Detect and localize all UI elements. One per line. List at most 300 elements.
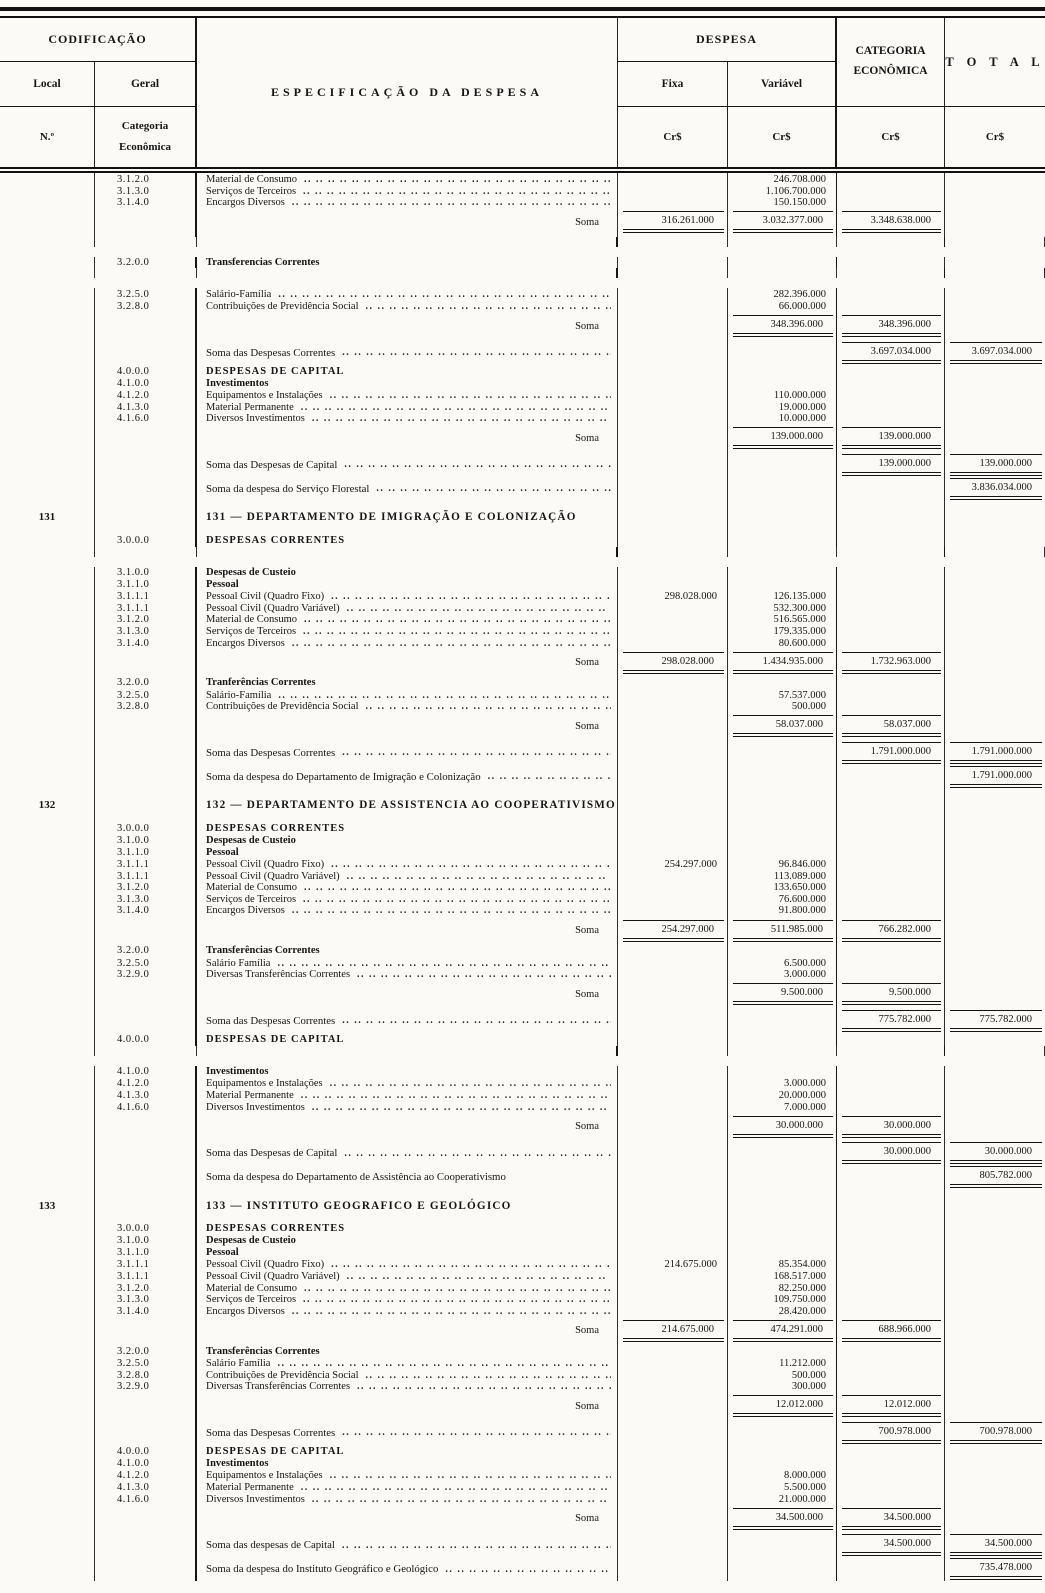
categoria-value-cell: [837, 1504, 945, 1533]
budget-code: 3.1.4.0: [95, 196, 197, 209]
local-number: 131: [0, 501, 95, 534]
leader-dots: [342, 1427, 611, 1438]
header-cat-line2: Econômica: [119, 141, 171, 153]
total-value-cell: [0, 1056, 95, 1066]
leader-dots: [376, 483, 611, 494]
variavel-value: 474.291.000: [733, 1320, 833, 1342]
variavel-value-cell: [728, 208, 837, 237]
total-value-cell: [945, 1421, 1045, 1445]
total-value-cell: [945, 846, 1045, 858]
variavel-value-cell: [728, 1066, 837, 1078]
table-row: [0, 822, 1045, 835]
local-number: [0, 1235, 95, 1247]
fixa-value-cell: [618, 1392, 728, 1421]
expense-specification: [197, 534, 618, 547]
variavel-value-cell: [728, 916, 837, 945]
expense-label: Pessoal: [206, 578, 239, 590]
variavel-value-cell: [728, 1458, 837, 1470]
variavel-value: 246.708.000: [773, 174, 826, 185]
budget-code: 3.2.5.0: [95, 1357, 197, 1370]
leader-dots: [347, 603, 611, 614]
budget-code: 3.1.1.0: [95, 579, 197, 591]
leader-dots: [301, 1482, 611, 1493]
categoria-value-cell: [837, 1165, 945, 1189]
table-row: [0, 401, 1045, 413]
budget-code: [95, 789, 197, 822]
total-value-cell: [945, 1392, 1045, 1421]
variavel-value-cell: [728, 1504, 837, 1533]
soma-label: Soma: [575, 720, 599, 732]
fixa-value-cell: [618, 945, 728, 957]
expense-label: Diversos Investimentos: [206, 413, 305, 425]
expense-label: Equipamentos e Instalações: [206, 390, 323, 402]
budget-code: 3.2.5.0: [95, 288, 197, 301]
categoria-value: 30.000.000: [842, 1142, 941, 1164]
fixa-value-cell: [618, 1033, 728, 1046]
budget-code: 3.1.2.0: [95, 173, 197, 186]
fixa-value-cell: [618, 741, 728, 765]
total-value-cell: [945, 765, 1045, 789]
expense-label: Salário Família: [206, 957, 271, 969]
table-row: [0, 765, 1045, 789]
table-row: [0, 1293, 1045, 1305]
local-number: [0, 765, 95, 789]
total-value: 1.791.000.000: [950, 766, 1042, 788]
leader-dots: [331, 591, 611, 602]
categoria-value: 30.000.000: [842, 1116, 941, 1138]
categoria-value-cell: [837, 477, 945, 501]
expense-specification: [197, 789, 618, 822]
header-geral: Geral: [95, 62, 197, 107]
expense-label: Pessoal Civil (Quadro Variável): [206, 870, 340, 882]
total-value-cell: [945, 677, 1045, 689]
total-value-cell: [945, 1533, 1045, 1557]
variavel-value: 500.000: [791, 1369, 826, 1381]
variavel-value-cell: [728, 1345, 837, 1357]
categoria-value: 1.791.000.000: [842, 742, 941, 764]
expense-label: Soma das Despesas Correntes: [206, 346, 336, 359]
categoria-value-cell: [837, 312, 945, 341]
header-currency-variavel: Cr$: [728, 107, 837, 167]
header-cat-line1: Categoria: [121, 120, 169, 133]
total-value-cell: [945, 1222, 1045, 1235]
categoria-value-cell: [837, 1533, 945, 1557]
fixa-value-cell: [618, 1445, 728, 1458]
leader-dots: [304, 1283, 611, 1294]
fixa-value-cell: [728, 268, 837, 278]
expense-specification: [197, 378, 618, 390]
total-value-cell: [945, 579, 1045, 591]
variavel-value: 282.396.000: [773, 289, 826, 301]
categoria-value: 139.000.000: [842, 454, 941, 476]
variavel-value-cell: [837, 547, 945, 557]
local-number: [0, 741, 95, 765]
variavel-value: 66.000.000: [778, 300, 826, 312]
expense-label: Investimentos: [206, 1066, 269, 1078]
expense-specification: [197, 648, 618, 677]
expense-label: Investimentos: [206, 377, 269, 389]
variavel-value-cell: [728, 312, 837, 341]
categoria-value: 9.500.000: [842, 983, 941, 1005]
local-number: [0, 1557, 95, 1581]
expense-label: Diversas Transferências Correntes: [206, 969, 351, 981]
leader-dots: [342, 347, 611, 358]
table-row: [0, 881, 1045, 893]
budget-code: [95, 424, 197, 453]
expense-label: Contribuições de Previdência Social: [206, 701, 359, 713]
soma-label: Soma: [575, 1400, 599, 1412]
fixa-value-cell: [618, 365, 728, 378]
local-number: [95, 268, 197, 278]
header-currency-total: Cr$: [985, 131, 1005, 143]
total-value-cell: [0, 557, 95, 567]
table-row: [0, 300, 1045, 312]
table-row: [0, 1009, 1045, 1033]
variavel-value: 8.000.000: [784, 1470, 826, 1482]
total-value: 1.791.000.000: [950, 742, 1042, 764]
leader-dots: [304, 882, 611, 893]
budget-code: [197, 1046, 618, 1056]
table-row: [0, 378, 1045, 390]
expense-specification: [197, 1557, 618, 1581]
expense-specification: [197, 916, 618, 945]
table-row: [0, 712, 1045, 741]
total-value-cell: [945, 341, 1045, 365]
variavel-value-cell: [728, 765, 837, 789]
budget-code: [95, 1421, 197, 1445]
expense-label: Pessoal Civil (Quadro Variável): [206, 1270, 340, 1282]
variavel-value-cell: [728, 1316, 837, 1345]
expense-specification: [197, 341, 618, 365]
fixa-value-cell: [618, 477, 728, 501]
variavel-value-cell: [837, 237, 945, 247]
budget-code: [95, 1112, 197, 1141]
expense-label: Material de Consumo: [206, 882, 297, 894]
fixa-value-cell: [618, 822, 728, 835]
expense-specification: [197, 677, 618, 689]
local-number: [0, 1066, 95, 1078]
table-row: [0, 904, 1045, 916]
categoria-value: 3.697.034.000: [842, 342, 941, 364]
local-number: [95, 547, 197, 557]
variavel-value-cell: [728, 579, 837, 591]
local-cell: [0, 547, 95, 557]
variavel-value-cell: [728, 534, 837, 547]
table-row: [0, 1235, 1045, 1247]
fixa-value-cell: [728, 1046, 837, 1056]
expense-label: Material de Consumo: [206, 614, 297, 626]
local-number: [0, 208, 95, 237]
total-value-cell: [945, 980, 1045, 1009]
fixa-value-cell: [618, 501, 728, 534]
budget-code: 4.0.0.0: [95, 365, 197, 378]
variavel-value: 1.434.935.000: [733, 652, 833, 674]
fixa-value-cell: [618, 257, 728, 269]
table-row: [0, 477, 1045, 501]
expense-label: Salário Família: [206, 1357, 271, 1369]
expense-label: Transferencias Correntes: [206, 257, 320, 269]
expense-label: Serviços de Terceiros: [206, 625, 297, 637]
local-number: 132: [0, 789, 95, 822]
section-heading: 132 — DEPARTAMENTO DE ASSISTENCIA AO COOPERATIVISMO: [206, 799, 616, 812]
budget-code: [197, 547, 618, 557]
leader-dots: [344, 459, 611, 470]
fixa-value: 298.028.000: [664, 591, 717, 603]
fixa-value-cell: [618, 312, 728, 341]
fixa-value-cell: [618, 789, 728, 822]
header-local: Local: [0, 62, 95, 107]
budget-code: 3.1.2.0: [95, 613, 197, 626]
expense-specification: [197, 1316, 618, 1345]
budget-code: 3.2.0.0: [95, 257, 197, 269]
categoria-value: 700.978.000: [842, 1422, 941, 1444]
table-row: [0, 648, 1045, 677]
total-value-cell: [945, 1033, 1045, 1046]
categoria-value: 348.396.000: [842, 315, 941, 337]
variavel-value-cell: [728, 712, 837, 741]
budget-code: [95, 477, 197, 501]
local-number: [0, 257, 95, 269]
expense-label: Encargos Diversos: [206, 1305, 285, 1317]
local-number: [95, 1046, 197, 1056]
leader-dots: [366, 701, 611, 712]
variavel-value-cell: [728, 1141, 837, 1165]
categoria-value-cell: [837, 916, 945, 945]
expense-label: DESPESAS DE CAPITAL: [206, 365, 345, 377]
expense-label: Diversos Investimentos: [206, 1493, 305, 1505]
variavel-value: 80.600.000: [778, 637, 826, 649]
expense-specification: [197, 835, 618, 847]
variavel-value: 34.500.000: [733, 1508, 833, 1530]
total-value: 34.500.000: [950, 1534, 1042, 1556]
budget-code: [95, 1557, 197, 1581]
expense-label: Material de Consumo: [206, 174, 297, 185]
table-row: [0, 288, 1045, 300]
variavel-value: 57.537.000: [778, 689, 826, 701]
leader-dots: [331, 859, 611, 870]
variavel-value-cell: [728, 1009, 837, 1033]
variavel-value-cell: [728, 835, 837, 847]
header-categoria-line2: ECONÔMICA: [853, 65, 928, 77]
fixa-value-cell: [618, 579, 728, 591]
budget-code: 4.1.6.0: [95, 1493, 197, 1506]
expense-specification: [197, 1421, 618, 1445]
total-value-cell: [945, 648, 1045, 677]
expense-label: Material Permanente: [206, 401, 294, 413]
fixa-value-cell: [728, 547, 837, 557]
budget-code: 3.1.1.1: [95, 1258, 197, 1271]
budget-code: 3.2.5.0: [95, 957, 197, 970]
table-row: [0, 453, 1045, 477]
budget-code: 3.2.0.0: [95, 945, 197, 957]
soma-label: Soma: [575, 1513, 599, 1525]
total-value-cell: [0, 278, 95, 288]
table-row: [0, 1421, 1045, 1445]
budget-code: 3.1.1.1: [95, 590, 197, 603]
fixa-value-cell: [618, 1235, 728, 1247]
categoria-value-cell: [837, 567, 945, 579]
budget-code: 4.1.6.0: [95, 412, 197, 425]
fixa-value-cell: [728, 237, 837, 247]
variavel-value-cell: [728, 648, 837, 677]
leader-dots: [330, 1078, 611, 1089]
budget-code: 3.1.4.0: [95, 904, 197, 917]
budget-code: 3.1.2.0: [95, 1282, 197, 1295]
local-number: [0, 1112, 95, 1141]
expense-specification: [197, 822, 618, 835]
fixa-value-cell: [618, 453, 728, 477]
categoria-value-cell: [837, 1189, 945, 1222]
table-row: [0, 741, 1045, 765]
fixa-value-cell: [618, 378, 728, 390]
variavel-value-cell: [728, 980, 837, 1009]
leader-dots: [366, 1370, 611, 1381]
expense-specification: [197, 579, 618, 591]
budget-code: 3.1.2.0: [95, 881, 197, 894]
categoria-value-cell: [837, 501, 945, 534]
variavel-value-cell: [728, 1533, 837, 1557]
total-value: 139.000.000: [950, 454, 1042, 476]
local-number: [95, 237, 197, 247]
fixa-value-cell: [618, 765, 728, 789]
table-row: [0, 1533, 1045, 1557]
total-value-cell: [945, 208, 1045, 237]
header-fixa: Fixa: [618, 62, 728, 107]
local-number: [0, 1504, 95, 1533]
fixa-value-cell: [618, 1504, 728, 1533]
budget-code: [95, 501, 197, 534]
total-value-cell: [945, 789, 1045, 822]
expense-label: Soma da despesa do Instituto Geográfico e Geológico: [206, 1563, 439, 1576]
total-value-cell: [945, 822, 1045, 835]
variavel-value: 9.500.000: [733, 983, 833, 1005]
fixa-value-cell: [618, 341, 728, 365]
budget-code: [95, 1189, 197, 1222]
header-despesa: DESPESA: [618, 18, 837, 62]
leader-dots: [303, 894, 611, 905]
local-number: [0, 1345, 95, 1357]
fixa-value-cell: [618, 534, 728, 547]
expense-specification: [197, 1533, 618, 1557]
leader-dots: [331, 1259, 611, 1270]
total-value-cell: [945, 1066, 1045, 1078]
local-cell: [0, 1046, 95, 1056]
variavel-value: 82.250.000: [778, 1282, 826, 1294]
leader-dots: [301, 402, 611, 413]
budget-code: 3.0.0.0: [95, 534, 197, 547]
variavel-value: 30.000.000: [733, 1116, 833, 1138]
expense-label: Despesas de Custeio: [206, 1235, 296, 1247]
expense-label: DESPESAS DE CAPITAL: [206, 1033, 345, 1045]
leader-dots: [303, 626, 611, 637]
total-value: 3.697.034.000: [950, 342, 1042, 364]
categoria-value-cell: [837, 677, 945, 689]
variavel-value: 12.012.000: [733, 1395, 833, 1417]
variavel-value-cell: [728, 1247, 837, 1259]
header-currency-categoria: Cr$: [837, 107, 945, 167]
variavel-value-cell: [728, 453, 837, 477]
table-row: [0, 579, 1045, 591]
categoria-value-cell: [945, 547, 1045, 557]
expense-specification: [197, 741, 618, 765]
expense-specification: [197, 1009, 618, 1033]
expense-specification: [197, 1066, 618, 1078]
categoria-value-cell: [837, 1392, 945, 1421]
fixa-value: 254.297.000: [623, 920, 724, 942]
fixa-value-cell: [618, 1316, 728, 1345]
categoria-value-cell: [837, 1445, 945, 1458]
expense-label: Pessoal Civil (Quadro Fixo): [206, 859, 325, 871]
table-row: [0, 602, 1045, 614]
categoria-value-cell: [837, 835, 945, 847]
fixa-value-cell: [618, 712, 728, 741]
table-row: [0, 1089, 1045, 1101]
variavel-value: 110.000.000: [773, 390, 826, 402]
table-row: [0, 534, 1045, 547]
expense-specification: [618, 237, 728, 247]
table-row: [0, 1481, 1045, 1493]
budget-code: 3.1.3.0: [95, 625, 197, 638]
expense-specification: [197, 1445, 618, 1458]
header-categoria-line1: CATEGORIA: [855, 45, 926, 58]
local-number: [0, 1316, 95, 1345]
total-value-cell: [945, 741, 1045, 765]
leader-dots: [342, 747, 611, 758]
total-value-cell: [945, 1009, 1045, 1033]
variavel-value: 3.032.377.000: [733, 211, 833, 233]
local-number: [0, 1165, 95, 1189]
budget-code: 3.2.0.0: [95, 677, 197, 689]
table-row: [0, 1392, 1045, 1421]
total-value-cell: [945, 1316, 1045, 1345]
header-spec-blank: [197, 62, 618, 107]
expense-label: Transferências Correntes: [206, 945, 320, 957]
table-row: [0, 689, 1045, 701]
total-value-cell: [0, 247, 95, 257]
local-number: [0, 1458, 95, 1470]
variavel-value-cell: [728, 1392, 837, 1421]
table-row: [0, 185, 1045, 197]
expense-specification: [197, 453, 618, 477]
leader-dots: [292, 1306, 611, 1317]
variavel-value-cell: [728, 1165, 837, 1189]
categoria-value: 688.966.000: [842, 1320, 941, 1342]
categoria-value: 34.500.000: [842, 1534, 941, 1556]
expense-label: Pessoal Civil (Quadro Fixo): [206, 1259, 325, 1271]
variavel-value: 300.000: [791, 1381, 826, 1393]
expense-specification: [197, 1458, 618, 1470]
categoria-value: 766.282.000: [842, 920, 941, 942]
budget-code: 4.1.2.0: [95, 1077, 197, 1090]
leader-dots: [347, 871, 611, 882]
expense-specification: [197, 1235, 618, 1247]
variavel-value: 96.846.000: [778, 859, 826, 871]
expense-label: Tranferências Correntes: [206, 677, 316, 689]
variavel-value: 10.000.000: [778, 413, 826, 425]
expense-specification: [197, 477, 618, 501]
expense-label: Diversas Transferências Correntes: [206, 1381, 351, 1393]
expense-specification: [197, 567, 618, 579]
local-number: [0, 648, 95, 677]
fixa-value-cell: [618, 1421, 728, 1445]
categoria-value-cell: [837, 1141, 945, 1165]
fixa-value-cell: [618, 846, 728, 858]
table-row: [0, 1380, 1045, 1392]
categoria-value-cell: [837, 1066, 945, 1078]
variavel-value: 6.500.000: [784, 957, 826, 969]
fixa-value-cell: [618, 1557, 728, 1581]
table-row: [0, 257, 1045, 269]
